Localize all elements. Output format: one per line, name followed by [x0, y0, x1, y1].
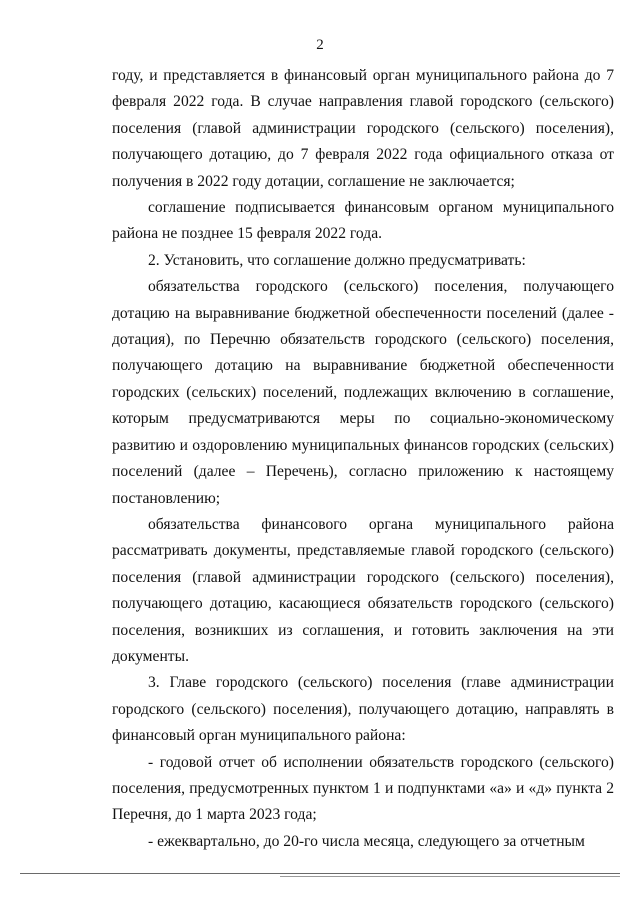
paragraph-signing: соглашение подписывается финансовым органом муниципального района не позднее 15 февраля 2022 года.	[112, 199, 614, 243]
scan-edge-line	[20, 873, 620, 874]
paragraph-item-2: 2. Установить, что соглашение должно предусматривать:	[148, 251, 526, 269]
paragraph-item-3: 3. Главе городского (сельского) поселения (главе администрации городского (сельского) поселения), получающего дотацию, направлять в финансовый орган муниципального района:	[112, 674, 614, 745]
paragraph-finance-obligations: обязательства финансового органа муниципального района рассматривать документы, представляемые главой городского (сельского) поселения (главой администрации городского (сельского) поселения), получающего дотацию, касающиеся обязательств городского (сельского) поселения, возникших из соглашения, и готовить заключения на эти документы.	[112, 515, 614, 665]
paragraph-settlement-obligations: обязательства городского (сельского) поселения, получающего дотацию на выравнивание бюджетной обеспеченности поселений (далее - дотация), по Перечню обязательств городского (сельского) поселения, получающего дотацию на выравнивание бюджетной обеспеченности городских (сельских) поселений, подлежащих включению в соглашение, которым предусматриваются меры по социально-экономическому развитию и оздоровлению муниципальных финансов городских (сельских) поселений (далее – Перечень), согласно приложению к настоящему постановлению;	[112, 278, 614, 507]
paragraph-annual-report: - годовой отчет об исполнении обязательств городского (сельского) поселения, предусмотренных пунктом 1 и подпунктами «а» и «д» пункта 2 Перечня, до 1 марта 2023 года;	[112, 753, 614, 824]
paragraph-quarterly-report: - ежеквартально, до 20-го числа месяца, следующего за отчетным	[148, 832, 585, 850]
document-body	[112, 63, 614, 855]
scan-edge-line-secondary	[280, 876, 620, 877]
page-number: 2	[316, 37, 324, 53]
paragraph-continuation: году, и представляется в финансовый орган муниципального района до 7 февраля 2022 года. В случае направления главой городского (сельского) поселения (главой администрации городского (сельского) поселения), получающего дотацию, до 7 февраля 2022 года официального отказа от получения в 2022 году дотации, соглашение не заключается;	[112, 67, 614, 190]
